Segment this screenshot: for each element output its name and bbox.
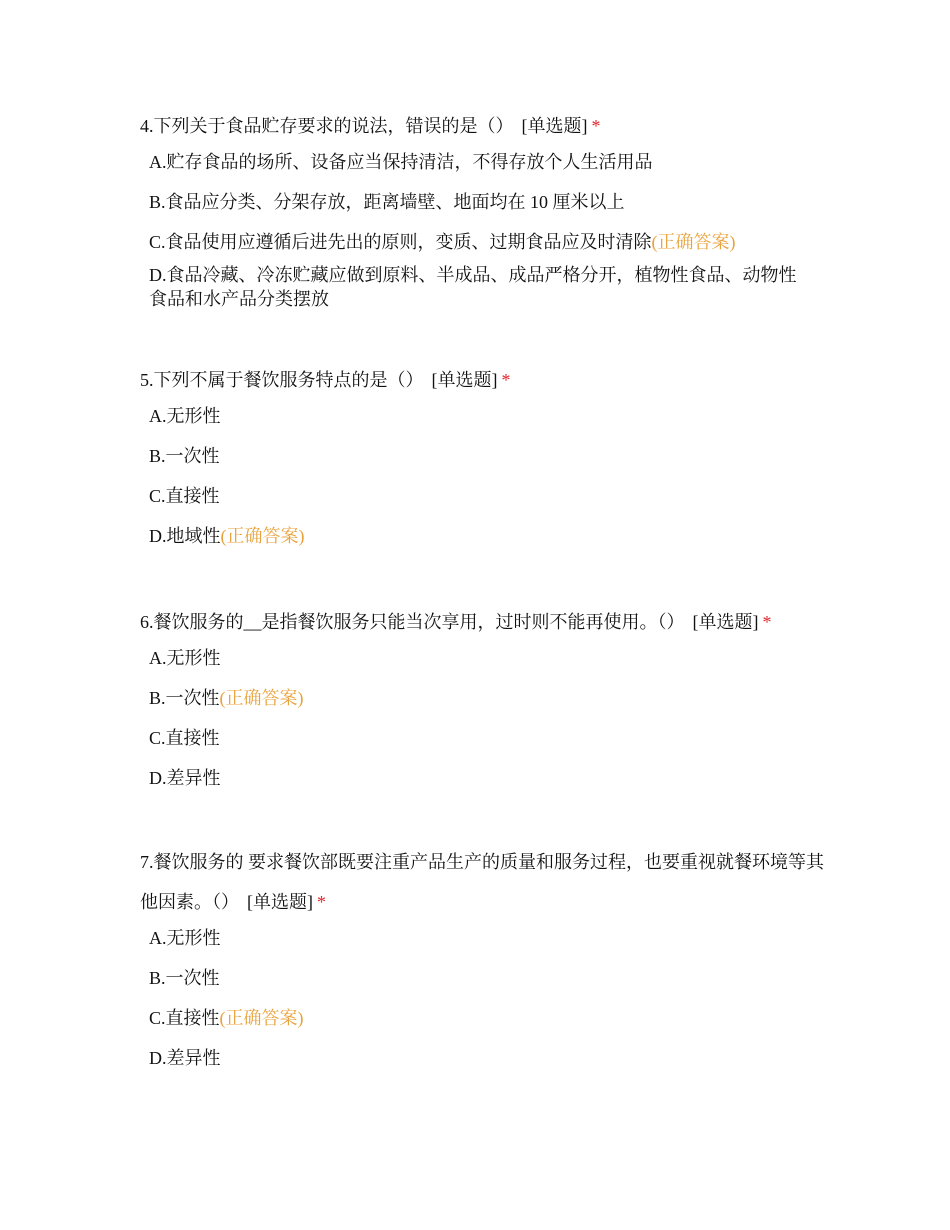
option-c[interactable]: C.直接性 bbox=[149, 486, 220, 506]
option-d[interactable]: D.地域性(正确答案) bbox=[149, 526, 305, 546]
option-d[interactable]: D.食品冷藏、冷冻贮藏应做到原料、半成品、成品严格分开，植物性食品、动物性食品和水产品分类摆放 bbox=[149, 265, 797, 309]
question-type-label: [单选题] bbox=[692, 612, 759, 632]
question-7 bbox=[140, 842, 830, 1070]
correct-answer-tag: (正确答案) bbox=[219, 688, 304, 708]
option-c[interactable]: C.直接性 bbox=[149, 728, 220, 748]
correct-answer-tag: (正确答案) bbox=[651, 232, 736, 252]
option-list bbox=[140, 150, 830, 311]
option-list bbox=[140, 926, 830, 1070]
option-b[interactable]: B.一次性(正确答案) bbox=[149, 688, 304, 708]
question-title: 7.餐饮服务的 要求餐饮部既要注重产品生产的质量和服务过程，也要重视就餐环境等其他因素。（） [单选题] * bbox=[140, 852, 824, 912]
option-d[interactable]: D.差异性 bbox=[149, 768, 221, 788]
question-title: 6.餐饮服务的__是指餐饮服务只能当次享用，过时则不能再使用。（） [单选题] * bbox=[140, 612, 772, 632]
option-b[interactable]: B.一次性 bbox=[149, 446, 220, 466]
required-marker: * bbox=[762, 612, 772, 632]
question-title: 5.下列不属于餐饮服务特点的是（） [单选题] * bbox=[140, 370, 511, 390]
option-c[interactable]: C.食品使用应遵循后进先出的原则，变质、过期食品应及时清除(正确答案) bbox=[149, 232, 736, 252]
required-marker: * bbox=[317, 892, 326, 912]
required-marker: * bbox=[501, 370, 511, 390]
option-c[interactable]: C.直接性(正确答案) bbox=[149, 1008, 304, 1028]
required-marker: * bbox=[591, 116, 601, 136]
option-a[interactable]: A.无形性 bbox=[149, 648, 221, 668]
question-4 bbox=[140, 106, 830, 311]
option-b[interactable]: B.食品应分类、分架存放，距离墙壁、地面均在 10 厘米以上 bbox=[149, 192, 625, 212]
question-type-label: [单选题] bbox=[521, 116, 588, 136]
question-type-label: [单选题] bbox=[431, 370, 498, 390]
option-b[interactable]: B.一次性 bbox=[149, 968, 220, 988]
option-d[interactable]: D.差异性 bbox=[149, 1048, 221, 1068]
correct-answer-tag: (正确答案) bbox=[220, 526, 305, 546]
option-a[interactable]: A.无形性 bbox=[149, 406, 221, 426]
option-list bbox=[140, 646, 830, 790]
question-6 bbox=[140, 602, 830, 790]
option-list bbox=[140, 404, 830, 548]
question-title: 4.下列关于食品贮存要求的说法，错误的是（） [单选题] * bbox=[140, 116, 601, 136]
question-type-label: [单选题] bbox=[247, 892, 313, 912]
option-a[interactable]: A.无形性 bbox=[149, 928, 221, 948]
question-5 bbox=[140, 360, 830, 548]
option-a[interactable]: A.贮存食品的场所、设备应当保持清洁，不得存放个人生活用品 bbox=[149, 152, 653, 172]
correct-answer-tag: (正确答案) bbox=[219, 1008, 304, 1028]
